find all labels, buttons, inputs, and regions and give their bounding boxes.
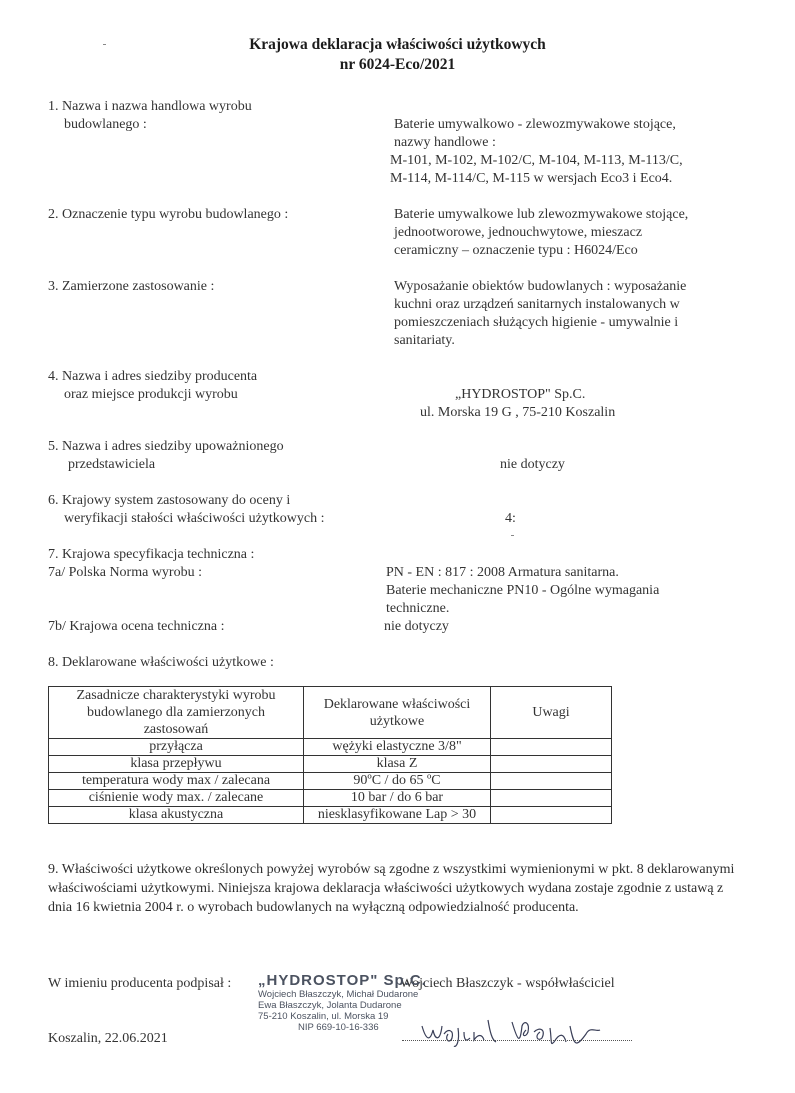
section-2-label: 2. Oznaczenie typu wyrobu budowlanego :: [48, 207, 289, 222]
table-cell-value: niesklasyfikowane Lap > 30: [304, 807, 491, 824]
section-3-label: 3. Zamierzone zastosowanie :: [48, 279, 215, 294]
stamp-line: 75-210 Koszalin, ul. Morska 19: [258, 1011, 389, 1022]
table-row: [49, 773, 612, 790]
table-cell-characteristic: temperatura wody max / zalecana: [49, 773, 304, 790]
stamp-line: Wojciech Błaszczyk, Michał Dudarone: [258, 989, 419, 1000]
section-9-paragraph: 9. Właściwości użytkowe określonych powyżej wyrobów są zgodne z wszystkimi wymienionymi w pkt. 8 deklarowanymi właściwościami użytkowymi. Niniejsza krajowa deklaracja właściwości użytkowych wydana zostaje zgodnie z ustawą z dnia 16 kwietnia 2004 r. o wyrobach budowlanych na wyłączną odpowiedzialność producenta.: [48, 862, 735, 915]
table-cell-note: [491, 773, 612, 790]
table-header-declared: Deklarowane właściwości użytkowe: [304, 687, 491, 739]
table-row: [49, 790, 612, 807]
signer-name: Wojciech Błaszczyk - współwłaściciel: [400, 976, 615, 991]
stamp-line: NIP 669-10-16-336: [298, 1022, 379, 1033]
section-6-value: 4:: [505, 511, 516, 526]
section-1-label: budowlanego :: [64, 117, 147, 132]
section-5-label: przedstawiciela: [68, 457, 156, 472]
section-1-value: nazwy handlowe :: [394, 135, 496, 150]
section-6-label: 6. Krajowy system zastosowany do oceny i: [48, 493, 291, 508]
table-header-notes: Uwagi: [491, 687, 612, 739]
section-4-label: oraz miejsce produkcji wyrobu: [64, 387, 238, 402]
stamp-line: Ewa Błaszczyk, Jolanta Dudarone: [258, 1000, 402, 1011]
section-3-value: Wyposażanie obiektów budowlanych : wyposażanie: [394, 279, 687, 294]
table-row: [49, 807, 612, 824]
section-8-label: 8. Deklarowane właściwości użytkowe :: [48, 655, 274, 670]
section-7a-label: 7a/ Polska Norma wyrobu :: [48, 565, 202, 580]
section-3-value: kuchni oraz urządzeń sanitarnych instalowanych w: [394, 297, 680, 312]
section-7-label: 7. Krajowa specyfikacja techniczna :: [48, 547, 255, 562]
table-cell-characteristic: przyłącza: [49, 739, 304, 756]
section-1-label: 1. Nazwa i nazwa handlowa wyrobu: [48, 99, 252, 114]
section-1-value: M-114, M-114/C, M-115 w wersjach Eco3 i Eco4.: [390, 171, 673, 186]
section-3-value: sanitariaty.: [394, 333, 455, 348]
signed-by-label: W imieniu producenta podpisał :: [48, 976, 232, 991]
table-cell-value: 10 bar / do 6 bar: [304, 790, 491, 807]
document-title: Krajowa deklaracja właściwości użytkowych: [249, 36, 546, 53]
properties-table: [48, 686, 612, 824]
section-1-value: M-101, M-102, M-102/C, M-104, M-113, M-113/C,: [390, 153, 683, 168]
section-4-label: 4. Nazwa i adres siedziby producenta: [48, 369, 258, 384]
signature-line: [402, 1040, 632, 1041]
section-5-value: nie dotyczy: [500, 457, 565, 472]
table-header-row: [49, 687, 612, 739]
section-2-value: jednootworowe, jednouchwytowe, mieszacz: [394, 225, 643, 240]
table-cell-note: [491, 807, 612, 824]
section-2-value: Baterie umywalkowe lub zlewozmywakowe stojące,: [394, 207, 689, 222]
table-cell-value: 90ºC / do 65 ºC: [304, 773, 491, 790]
place-date: Koszalin, 22.06.2021: [48, 1031, 168, 1046]
section-7a-value: Baterie mechaniczne PN10 - Ogólne wymagania: [386, 583, 660, 598]
scan-speck: [511, 535, 514, 536]
table-cell-characteristic: klasa przepływu: [49, 756, 304, 773]
section-4-value: „HYDROSTOP" Sp.C.: [455, 387, 586, 402]
table-cell-value: klasa Z: [304, 756, 491, 773]
table-row: [49, 739, 612, 756]
scan-speck: [103, 44, 106, 45]
handwritten-signature: [400, 1012, 640, 1048]
section-7a-value: PN - EN : 817 : 2008 Armatura sanitarna.: [386, 565, 619, 580]
section-7b-value: nie dotyczy: [384, 619, 449, 634]
table-cell-value: wężyki elastyczne 3/8": [304, 739, 491, 756]
section-4-value: ul. Morska 19 G , 75-210 Koszalin: [420, 405, 616, 420]
section-3-value: pomieszczeniach służących higienie - umywalnie i: [394, 315, 679, 330]
table-cell-note: [491, 756, 612, 773]
section-7a-value: techniczne.: [386, 601, 450, 616]
table-header-characteristics: Zasadnicze charakterystyki wyrobu budowlanego dla zamierzonych zastosowań: [49, 687, 304, 739]
table-cell-note: [491, 790, 612, 807]
section-7b-label: 7b/ Krajowa ocena techniczna :: [48, 619, 225, 634]
table-cell-characteristic: klasa akustyczna: [49, 807, 304, 824]
table-cell-characteristic: ciśnienie wody max. / zalecane: [49, 790, 304, 807]
section-1-value: Baterie umywalkowo - zlewozmywakowe stojące,: [394, 117, 676, 132]
section-5-label: 5. Nazwa i adres siedziby upoważnionego: [48, 439, 284, 454]
document-number: nr 6024-Eco/2021: [339, 56, 456, 73]
table-row: [49, 756, 612, 773]
section-2-value: ceramiczny – oznaczenie typu : H6024/Eco: [394, 243, 638, 258]
stamp-company-name: „HYDROSTOP" Sp.C.: [258, 972, 427, 989]
section-6-label: weryfikacji stałości właściwości użytkowych :: [64, 511, 325, 526]
table-cell-note: [491, 739, 612, 756]
